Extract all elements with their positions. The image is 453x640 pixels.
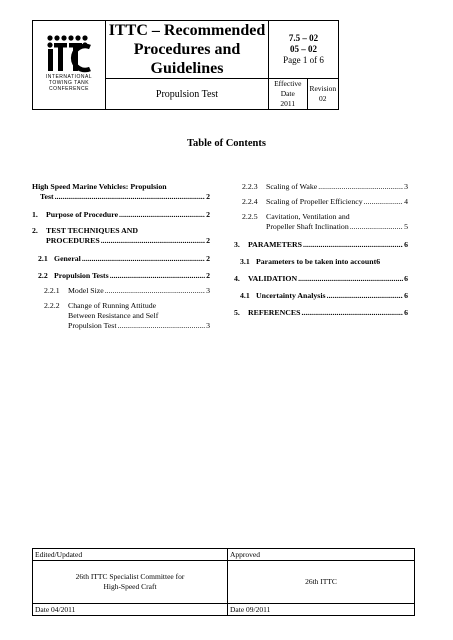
page-count: Page 1 of 6 bbox=[283, 55, 324, 65]
toc-entry-label: PROCEDURES bbox=[46, 236, 100, 245]
toc-entry-page: 6 bbox=[404, 308, 408, 317]
toc-entry-number: 3.1 bbox=[240, 257, 250, 266]
title-line-1: ITTC – Recommended bbox=[108, 22, 266, 39]
approved-label: Approved bbox=[228, 549, 415, 561]
toc-entry-page: 3 bbox=[206, 286, 210, 295]
toc-entry-validation[interactable] bbox=[234, 274, 408, 284]
toc-entry-number: 4. bbox=[234, 274, 240, 283]
toc-entry-hsmv-line1: High Speed Marine Vehicles: Propulsion bbox=[32, 182, 167, 191]
toc-entry-page: 6 bbox=[376, 257, 381, 266]
document-header bbox=[32, 20, 339, 110]
toc-entry-label: Scaling of Wake bbox=[266, 182, 318, 191]
toc-entry-label: Propulsion Test bbox=[68, 321, 117, 330]
toc-entry-uncertainty[interactable] bbox=[240, 291, 408, 301]
toc-entry-propulsion-tests[interactable] bbox=[38, 271, 210, 281]
revision-number: 02 bbox=[319, 94, 327, 103]
toc-entry-wake[interactable] bbox=[242, 182, 408, 192]
logo-line-2: TOWING TANK bbox=[48, 80, 90, 86]
toc-entry-purpose[interactable] bbox=[32, 210, 210, 220]
toc-entry-cavitation[interactable] bbox=[266, 222, 408, 232]
toc-entry-label: Uncertainty Analysis bbox=[256, 291, 326, 300]
toc-entry-page: 6 bbox=[404, 274, 408, 283]
editor-line-1: 26th ITTC Specialist Committee for bbox=[75, 572, 185, 581]
approver: 26th ITTC bbox=[228, 561, 415, 604]
toc-entry-page: 3 bbox=[206, 321, 210, 330]
effective-year: 2011 bbox=[280, 99, 296, 108]
toc-entry-model-size[interactable] bbox=[44, 286, 210, 296]
effective-label: Effective Date bbox=[274, 79, 302, 98]
toc-entry-label: Propulsion Tests bbox=[54, 271, 109, 280]
revision bbox=[307, 79, 338, 110]
toc-entry-page: 2 bbox=[206, 192, 210, 201]
document-subtitle: Propulsion Test bbox=[106, 79, 269, 110]
toc-entry-label: VALIDATION bbox=[248, 274, 298, 283]
toc-entry-label: Scaling of Propeller Efficiency bbox=[266, 197, 363, 206]
toc-entry-page: 2 bbox=[206, 254, 210, 263]
approved-date: Date 09/2011 bbox=[228, 604, 415, 616]
toc-entry-label: General bbox=[54, 254, 81, 263]
toc-entry-number: 2. bbox=[32, 226, 38, 235]
toc-entry-techniques-line1 bbox=[32, 226, 138, 236]
toc-entry-number: 5. bbox=[234, 308, 240, 317]
toc-entry-attitude[interactable] bbox=[68, 321, 210, 331]
toc-entry-attitude-line1 bbox=[44, 301, 156, 311]
toc-entry-number: 2.2.1 bbox=[44, 286, 60, 295]
toc-entry-attitude-line2: Between Resistance and Self bbox=[68, 311, 159, 320]
toc-entry-page: 2 bbox=[206, 236, 210, 245]
toc-entry-label: Parameters to be taken into account bbox=[256, 257, 377, 266]
doc-number-line-1: 7.5 – 02 bbox=[288, 33, 319, 43]
toc-entry-number: 2.2.3 bbox=[242, 182, 258, 191]
toc-entry-number: 3. bbox=[234, 240, 240, 249]
effective-date bbox=[269, 79, 308, 110]
toc-entry-label: Cavitation, Ventilation and bbox=[266, 212, 350, 221]
toc-entry-page: 6 bbox=[404, 240, 408, 249]
toc-entry-label: TEST TECHNIQUES AND bbox=[46, 226, 139, 235]
toc-entry-label: REFERENCES bbox=[248, 308, 301, 317]
toc-entry-number: 2.2.4 bbox=[242, 197, 258, 206]
toc-entry-general[interactable] bbox=[38, 254, 210, 264]
toc-entry-number: 1. bbox=[32, 210, 38, 219]
toc-entry-label: Purpose of Procedure bbox=[46, 210, 119, 219]
toc-entry-parameters-account[interactable] bbox=[240, 257, 408, 267]
toc-entry-techniques[interactable] bbox=[46, 236, 210, 246]
toc-entry-page: 5 bbox=[404, 222, 408, 231]
revision-label: Revision bbox=[309, 84, 337, 93]
toc-entry-label: PARAMETERS bbox=[248, 240, 303, 249]
title-line-2: Procedures and Guidelines bbox=[133, 41, 241, 77]
toc-entry-label: Change of Running Attitude bbox=[68, 301, 157, 310]
toc-entry-number: 2.2.5 bbox=[242, 212, 258, 221]
edited-date: Date 04/2011 bbox=[33, 604, 228, 616]
toc-entry-label: Model Size bbox=[68, 286, 104, 295]
document-footer bbox=[32, 548, 415, 616]
toc-entry-hsmv[interactable] bbox=[40, 192, 210, 202]
toc-entry-number: 4.1 bbox=[240, 291, 250, 300]
ittc-logo bbox=[33, 21, 106, 110]
toc-entry-cavitation-line1 bbox=[242, 212, 350, 222]
edited-label: Edited/Updated bbox=[33, 549, 228, 561]
toc-entry-page: 3 bbox=[404, 182, 408, 191]
logo-line-1: INTERNATIONAL bbox=[45, 74, 93, 80]
doc-number-line-2: 05 – 02 bbox=[290, 44, 317, 54]
toc-entry-references[interactable] bbox=[234, 308, 408, 318]
toc-entry-page: 4 bbox=[404, 197, 408, 206]
toc-entry-page: 6 bbox=[404, 291, 408, 300]
toc-entry-label: Propeller Shaft Inclination bbox=[266, 222, 349, 231]
toc-entry-parameters[interactable] bbox=[234, 240, 408, 250]
editor bbox=[33, 561, 228, 604]
toc-entry-number: 2.1 bbox=[38, 254, 48, 263]
toc-entry-efficiency[interactable] bbox=[242, 197, 408, 207]
editor-line-2: High-Speed Craft bbox=[103, 582, 157, 591]
toc-entry-page: 2 bbox=[206, 210, 210, 219]
toc-title: Table of Contents bbox=[187, 138, 266, 149]
toc-entry-number: 2.2 bbox=[38, 271, 48, 280]
document-title bbox=[106, 21, 269, 79]
toc-entry-label: Test bbox=[40, 192, 54, 201]
toc-entry-number: 2.2.2 bbox=[44, 301, 60, 310]
document-number bbox=[269, 21, 339, 79]
logo-line-3: CONFERENCE bbox=[48, 86, 89, 92]
toc-entry-page: 2 bbox=[206, 271, 210, 280]
